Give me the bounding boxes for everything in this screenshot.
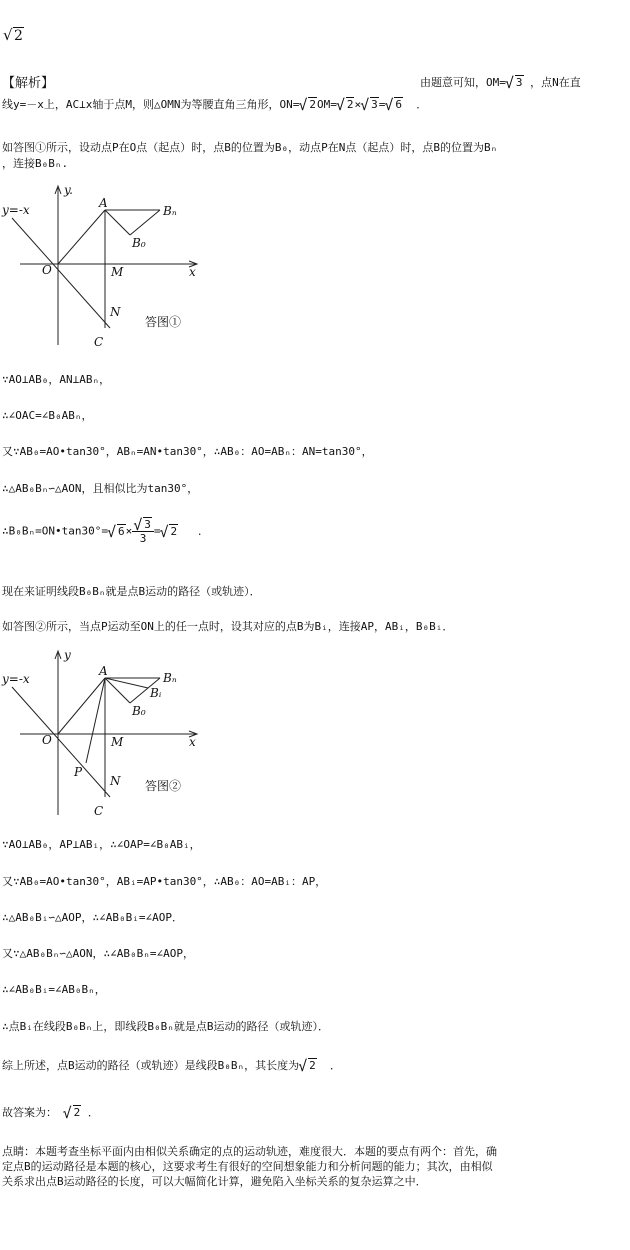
fig1-label-line: y=-x — [2, 203, 30, 217]
para3: 如答图②所示，当点P运动至ON上的任一点时，设其对应的点B为Bᵢ，连接AP，ABᵢ，B₀Bᵢ． — [2, 620, 454, 633]
fig2-segment-ab0 — [105, 678, 130, 703]
fig2-segment-oa — [58, 678, 105, 734]
step1-4: ∴△AB₀Bₙ∽△AON，且相似比为tan30°， — [2, 482, 199, 495]
fig1-segment-b0bn — [130, 210, 160, 235]
fig1-label-m: M — [111, 265, 124, 279]
fig1-label-bn: Bₙ — [163, 204, 177, 218]
para1-line2: ，连接B₀Bₙ. — [2, 157, 69, 170]
step2-4: 又∵△AB₀Bₙ∽△AON，∴∠AB₀Bₙ=∠AOP， — [2, 947, 194, 960]
comment-line1: 点睛：本题考查坐标平面内由相似关系确定的点的运动轨迹，难度很大．本题的要点有两个：首先，确 — [2, 1145, 497, 1158]
fig2-label-p: P — [74, 765, 83, 779]
fig1-label-x: x — [189, 265, 196, 279]
final-answer: 故答案为： √ 2 ． — [2, 1104, 99, 1120]
fig1-label-b0: B₀ — [132, 236, 146, 250]
step2-2: 又∵AB₀=AO•tan30°，ABᵢ=AP•tan30°，∴AB₀：AO=ABᵢ：AP， — [2, 875, 327, 888]
step2-1: ∵AO⊥AB₀，AP⊥ABᵢ，∴∠OAP=∠B₀ABᵢ， — [2, 838, 201, 851]
fig2-label-bi: Bᵢ — [150, 686, 162, 700]
fig1-line-y-neg-x — [12, 218, 110, 328]
step1-2: ∴∠OAC=∠B₀ABₙ， — [2, 409, 93, 422]
fig1-label-n: N — [110, 305, 121, 319]
fig1-segment-oa — [58, 210, 105, 264]
fig2-label-b0: B₀ — [132, 704, 146, 718]
fig1-caption: 答图① — [145, 315, 182, 329]
fig1-segment-ab0 — [105, 210, 130, 235]
fig1-label-a: A — [99, 196, 108, 210]
fig2-caption: 答图② — [145, 779, 182, 793]
fig2-label-line: y=-x — [2, 672, 30, 686]
summary-line: 综上所述，点B运动的路径（或轨迹）是线段B₀Bₙ，其长度为√ 2 ． — [2, 1057, 341, 1073]
top-answer: √ 2 — [4, 28, 24, 44]
fig2-label-bn: Bₙ — [163, 671, 177, 685]
fig2-segment-abi — [105, 678, 148, 688]
fig2-label-n: N — [110, 774, 121, 788]
fig2-label-a: A — [99, 664, 108, 678]
line-on-value: 线y=－x上，AC⊥x轴于点M，则△OMN为等腰直角三角形，ON=√ 2OM=√ 2×√ 3=√ 6 ． — [2, 96, 427, 112]
fig2-label-o: O — [42, 733, 52, 747]
fig1-label-o: O — [42, 263, 52, 277]
figure-1 — [0, 180, 210, 350]
fig2-label-c: C — [94, 804, 104, 818]
comment-line2: 定点B的运动路径是本题的核心，这要求考生有很好的空间想象能力和分析问题的能力；其次，由相似 — [2, 1160, 493, 1173]
fig2-line-y-neg-x — [12, 687, 110, 797]
fig1-label-c: C — [94, 335, 104, 349]
step1-5: ∴B₀Bₙ=ON•tan30°=√ 6× √ $\frac{3}{3}$ =√ 2 ． — [2, 518, 209, 545]
figure-2 — [0, 645, 210, 820]
comment-line3: 关系求出点B运动路径的长度，可以大幅简化计算，避免陷入坐标关系的复杂运算之中． — [2, 1175, 427, 1188]
fig1-label-y: y. — [64, 183, 73, 197]
para1-line1: 如答图①所示，设动点P在O点（起点）时，点B的位置为B₀，动点P在N点（起点）时，点B的位置为Bₙ — [2, 141, 498, 154]
step2-6: ∴点Bᵢ在线段B₀Bₙ上，即线段B₀Bₙ就是点B运动的路径（或轨迹）． — [2, 1020, 329, 1033]
step1-3: 又∵AB₀=AO•tan30°，ABₙ=AN•tan30°，∴AB₀：AO=ABₙ：AN=tan30°， — [2, 445, 373, 458]
fig2-label-m: M — [111, 735, 124, 749]
fig2-label-x: x — [189, 735, 196, 749]
header-text: 由题意可知，OM=√ 3 ，点N在直 — [420, 74, 581, 90]
analysis-label: 【解析】 — [2, 76, 55, 91]
fig2-segment-ap — [86, 678, 105, 763]
para2: 现在来证明线段B₀Bₙ就是点B运动的路径（或轨迹）． — [2, 585, 261, 598]
fig2-label-y: y — [64, 648, 71, 662]
step1-1: ∵AO⊥AB₀，AN⊥ABₙ， — [2, 373, 111, 386]
step2-3: ∴△AB₀Bᵢ∽△AOP，∴∠AB₀Bᵢ=∠AOP． — [2, 911, 183, 924]
step2-5: ∴∠AB₀Bᵢ=∠AB₀Bₙ， — [2, 983, 106, 996]
